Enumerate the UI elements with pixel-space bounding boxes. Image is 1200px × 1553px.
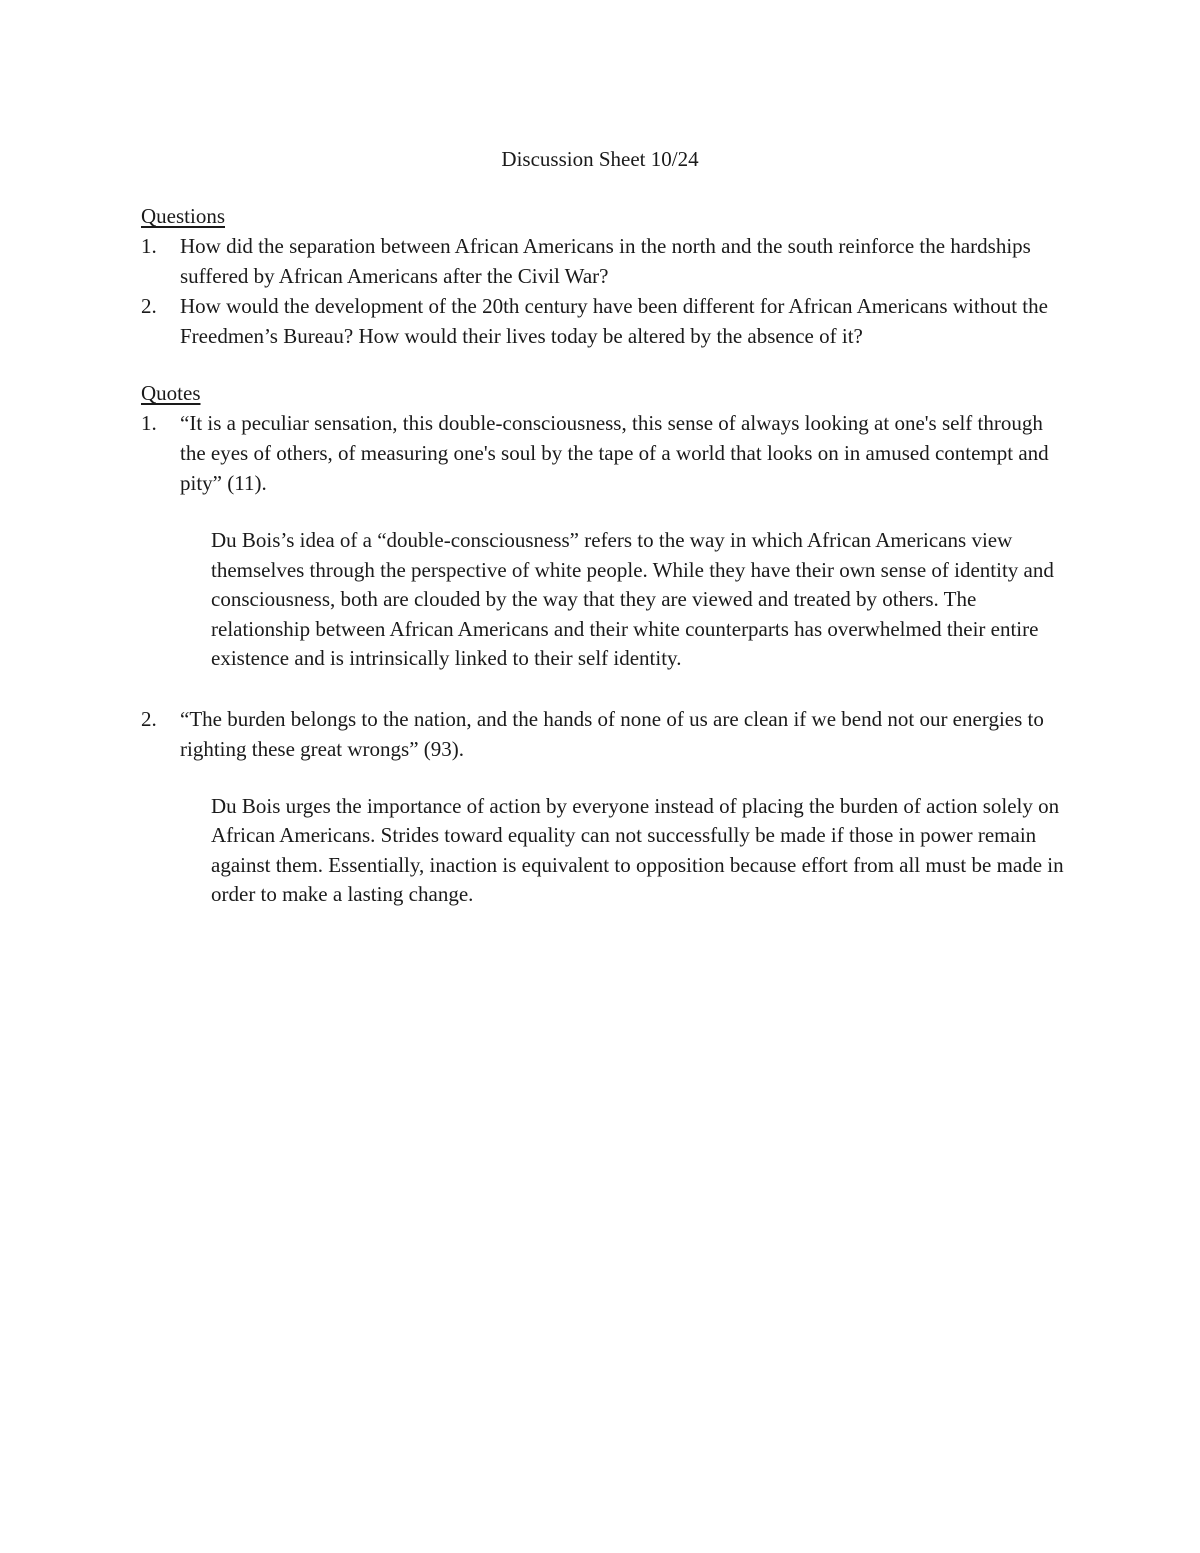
quote-item — [141, 408, 1071, 674]
question-text: How did the separation between African Americans in the north and the south reinforce the hardships suffered by African Americans after the Civil War? — [180, 234, 1031, 288]
document-title: Discussion Sheet 10/24 — [501, 147, 699, 171]
quote-number: 1. — [141, 411, 157, 435]
questions-heading: Questions — [141, 204, 225, 228]
quote-commentary: Du Bois urges the importance of action by everyone instead of placing the burden of action solely on African Americans. Strides toward equality can not successfully be made if those in power remain against them. Essentially, inaction is equivalent to opposition because effort from all must be made in order to make a lasting change. — [211, 793, 1064, 906]
quotes-list — [141, 408, 1071, 910]
quote-text: “It is a peculiar sensation, this double-consciousness, this sense of always looking at one's self through the eyes of others, of measuring one's soul by the tape of a world that looks on in amused contempt and pity” (11). — [180, 411, 1049, 495]
questions-list — [141, 231, 1071, 351]
question-number: 2. — [141, 294, 157, 318]
question-text: How would the development of the 20th century have been different for African Americans without the Freedmen’s Bureau? How would their lives today be altered by the absence of it? — [180, 294, 1048, 348]
quote-text: “The burden belongs to the nation, and the hands of none of us are clean if we bend not our energies to righting these great wrongs” (93). — [180, 706, 1044, 761]
question-item — [141, 231, 1071, 291]
quote-number: 2. — [141, 706, 157, 731]
question-item — [141, 291, 1071, 351]
question-number: 1. — [141, 234, 157, 258]
quote-item — [141, 704, 1071, 910]
quotes-heading: Quotes — [141, 381, 201, 405]
quote-commentary: Du Bois’s idea of a “double-consciousness” refers to the way in which African Americans view themselves through the perspective of white people. While they have their own sense of identity and consciousness, both are clouded by the way that they are viewed and treated by others. The relationship between African Americans and their white counterparts has overwhelmed their entire existence and is intrinsically linked to their self identity. — [211, 528, 1054, 670]
